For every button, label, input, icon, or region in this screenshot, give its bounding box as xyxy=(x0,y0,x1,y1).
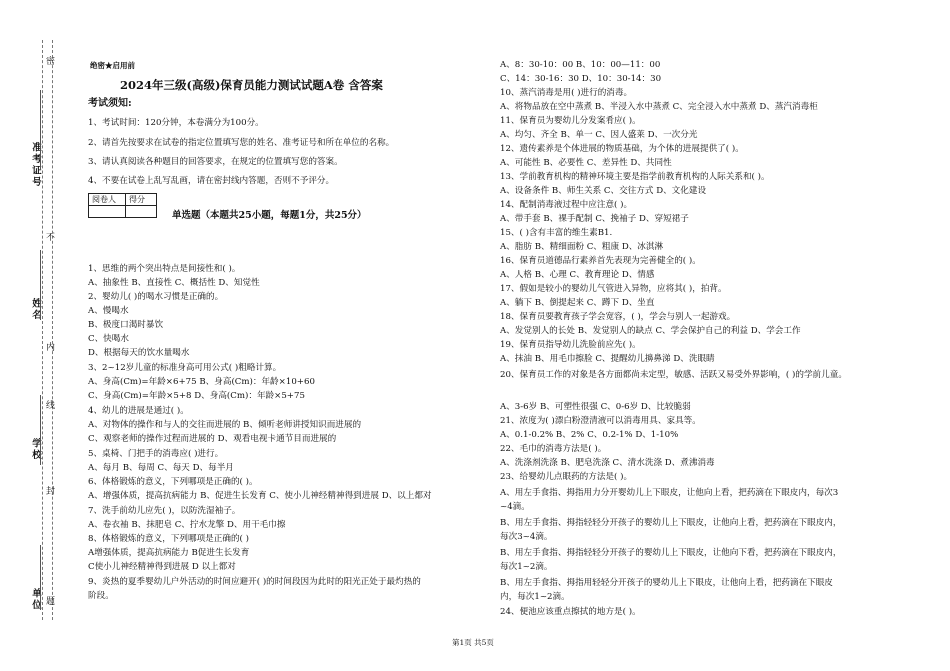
unit-field[interactable] xyxy=(40,545,41,610)
question-line: A、可能性 B、必要性 C、差异性 D、共同性 xyxy=(500,158,672,168)
question-line: 7、洗手前幼儿应先( )，以防洗湿袖子。 xyxy=(88,506,241,516)
notice-line: 3、请认真阅读各种题目的回答要求，在规定的位置填写您的答案。 xyxy=(88,157,343,167)
question-line: B、用左手食指、拇指轻轻分开孩子的婴幼儿上下眼皮，让他向上看，把药滴在下眼皮内， xyxy=(500,518,842,528)
question-line: 19、保育员指导幼儿洗脸前应先( )。 xyxy=(500,340,641,350)
question-line: A、8：30-10：00 B、10：00—11：00 xyxy=(500,60,661,70)
question-line: A、躺下 B、倒提起来 C、蹲下 D、坐直 xyxy=(500,298,655,308)
question-line: A、慢喝水 xyxy=(88,306,129,316)
question-line: 22、毛巾的消毒方法是( )。 xyxy=(500,444,607,454)
question-line: 13、学前教育机构的精神环境主要是指学前教育机构的人际关系和( )。 xyxy=(500,172,770,182)
question-line: A、设备条件 B、师生关系 C、交往方式 D、文化建设 xyxy=(500,186,707,196)
question-line: A、脂肪 B、精细面粉 C、粗康 D、冰淇淋 xyxy=(500,242,664,252)
question-line: C使小儿神经精神得到进展 D 以上都对 xyxy=(88,562,236,572)
question-line: 阶段。 xyxy=(88,591,114,601)
question-line: A、0.1-0.2% B、2% C、0.2-1% D、1-10% xyxy=(500,430,679,440)
question-line: 15、( )含有丰富的维生素B1. xyxy=(500,228,613,238)
question-line: 6、体格锻炼的意义，下列哪项是正确的( )。 xyxy=(88,477,258,487)
school-label: 学校 xyxy=(30,438,41,461)
question-line: 20、保育员工作的对象是各方面都尚未定型，敏感、活跃又易受外界影响，( )的学前儿童。 xyxy=(500,370,847,380)
question-line: 1、思维的两个突出特点是间接性和( )。 xyxy=(88,264,241,274)
section-title: 单选题（本题共25小题，每题1分，共25分） xyxy=(172,210,367,221)
page-number: 第1页 共5页 xyxy=(452,638,494,647)
question-line: 3、2~12岁儿童的标准身高可用公式( )粗略计算。 xyxy=(88,363,282,373)
school-field[interactable] xyxy=(40,395,41,465)
question-line: 10、蒸汽消毒是用( )进行的消毒。 xyxy=(500,88,633,98)
question-line: A、人格 B、心理 C、教育理论 D、情感 xyxy=(500,270,655,280)
question-line: 2、婴幼儿( )的喝水习惯是正确的。 xyxy=(88,292,224,302)
seal-char-2: 不 xyxy=(44,232,54,243)
question-line: C、身高(Cm)=年龄×5+8 D、身高(Cm)：年龄×5+75 xyxy=(88,391,305,401)
question-line: 8、体格锻炼的意义，下列哪项是正确的( ) xyxy=(88,534,249,544)
question-line: 24、便池应该重点擦拭的地方是( )。 xyxy=(500,607,641,617)
question-line: 每次3~4滴。 xyxy=(500,532,553,542)
question-line: C、14：30-16：30 D、10：30-14：30 xyxy=(500,74,662,84)
seal-char-4: 线 xyxy=(44,400,54,411)
question-line: A、洗涤剂洗涤 B、肥皂洗涤 C、清水洗涤 D、煮沸消毒 xyxy=(500,458,715,468)
question-line: B、极度口渴时暴饮 xyxy=(88,320,164,330)
unit-label: 单位 xyxy=(30,588,41,611)
seal-char-3: 内 xyxy=(44,342,54,353)
question-line: C、观察老师的操作过程而进展的 D、观看电视卡通节目而进展的 xyxy=(88,434,337,444)
question-line: A、对物体的操作和与人的交往而进展的 B、倾听老师讲授知识而进展的 xyxy=(88,420,362,430)
question-line: A增强体质，提高抗病能力 B促进生长发育 xyxy=(88,548,250,558)
question-line: ~4滴。 xyxy=(500,502,530,512)
secret-mark: 绝密★启用前 xyxy=(90,61,135,70)
question-line: B、用左手食指、拇指轻轻分开孩子的婴幼儿上下眼皮，让他向下看，把药滴在下眼皮内， xyxy=(500,548,842,558)
question-line: 5、桌椅、门把手的消毒应( )进行。 xyxy=(88,449,224,459)
question-line: 内，每次1~2滴。 xyxy=(500,592,570,602)
question-line: 23、给婴幼儿点眼药的方法是( )。 xyxy=(500,472,633,482)
notice-title: 考试须知: xyxy=(88,98,132,109)
seal-dashed-line-inner xyxy=(52,40,53,620)
question-line: 18、保育员要教育孩子学会宽容，( )，学会与别人一起游戏。 xyxy=(500,312,736,322)
score-cell[interactable] xyxy=(126,206,157,218)
question-line: A、发觉别人的长处 B、发觉别人的缺点 C、学会保护自己的利益 D、学会工作 xyxy=(500,326,801,336)
question-line: A、每月 B、每周 C、每天 D、每半月 xyxy=(88,463,234,473)
seal-char-5: 封 xyxy=(44,486,54,497)
candidate-number-field[interactable] xyxy=(40,90,41,170)
seal-dashed-line-outer xyxy=(42,40,43,620)
question-line: 9、炎热的夏季婴幼儿户外活动的时间应避开( )的时间段因为此时的阳光正处于最灼热的 xyxy=(88,577,421,587)
question-line: B、用左手食指、拇指用轻轻分开孩子的婴幼儿上下眼皮，让他向上看，把药滴在下眼皮 xyxy=(500,578,833,588)
notice-line: 2、请首先按要求在试卷的指定位置填写您的姓名、准考证号和所在单位的名称。 xyxy=(88,138,395,148)
question-line: 16、保育员道德品行素养首先表现为完善健全的( )。 xyxy=(500,256,701,266)
name-field[interactable] xyxy=(40,250,41,320)
notice-line: 1、考试时间：120分钟，本卷满分为100分。 xyxy=(88,118,264,128)
question-line: A、将物品放在空中蒸煮 B、半浸入水中蒸煮 C、完全浸入水中蒸煮 D、蒸汽消毒柜 xyxy=(500,102,818,112)
question-line: 12、遗传素养是个体进展的物质基础，为个体的进展提供了( )。 xyxy=(500,144,744,154)
notice-line: 4、不要在试卷上乱写乱画，请在密封线内答题，否则不予评分。 xyxy=(88,176,335,186)
question-line: A、抽象性 B、直接性 C、概括性 D、知觉性 xyxy=(88,278,260,288)
question-line: A、卷衣袖 B、抹肥皂 C、拧水龙擎 D、用干毛巾擦 xyxy=(88,520,286,530)
grader-label: 阅卷人 xyxy=(89,194,126,206)
score-table xyxy=(88,193,157,218)
question-line: A、3-6岁 B、可塑性很强 C、0-6岁 D、比较脆弱 xyxy=(500,402,691,412)
question-line: 14、配制消毒液过程中应注意( )。 xyxy=(500,200,633,210)
question-line: A、带手套 B、裸手配制 C、挽袖子 D、穿短裙子 xyxy=(500,214,689,224)
question-line: A、增强体质，提高抗病能力 B、促进生长发育 C、使小儿神经精神得到进展 D、以上都对 xyxy=(88,491,432,501)
question-line: A、抹油 B、用毛巾擦脸 C、提醒幼儿擤鼻涕 D、洗眼睛 xyxy=(500,354,715,364)
page-title: 2024年三级(高级)保育员能力测试试题A卷 含答案 xyxy=(120,78,383,92)
question-line: A、身高(Cm)=年龄×6+75 B、身高(Cm)：年龄×10+60 xyxy=(88,377,315,387)
candidate-number-label: 准考证号 xyxy=(30,142,41,188)
name-label: 姓名 xyxy=(30,298,41,321)
question-line: 17、假如是较小的婴幼儿气管进入异物，应将其( )，拍背。 xyxy=(500,284,727,294)
question-line: 每次1~2滴。 xyxy=(500,562,553,572)
seal-char-6: 题 xyxy=(44,596,54,607)
question-line: 21、浓度为( )漂白粉澄清液可以消毒用具、家具等。 xyxy=(500,416,701,426)
question-line: 11、保育员为婴幼儿分发案肴应( )。 xyxy=(500,116,641,126)
question-line: A、用左手食指、拇指用力分开婴幼儿上下眼皮，让他向上看，把药滴在下眼皮内，每次3 xyxy=(500,488,839,498)
question-line: 4、幼儿的进展是通过( )。 xyxy=(88,406,189,416)
seal-char-1: 密 xyxy=(44,56,54,67)
question-line: C、快喝水 xyxy=(88,334,129,344)
question-line: D、根据每天的饮水量喝水 xyxy=(88,348,190,358)
question-line: A、均匀、齐全 B、单一 C、因人盛莱 D、一次分光 xyxy=(500,130,698,140)
grader-cell[interactable] xyxy=(89,206,126,218)
score-label: 得分 xyxy=(126,194,157,206)
